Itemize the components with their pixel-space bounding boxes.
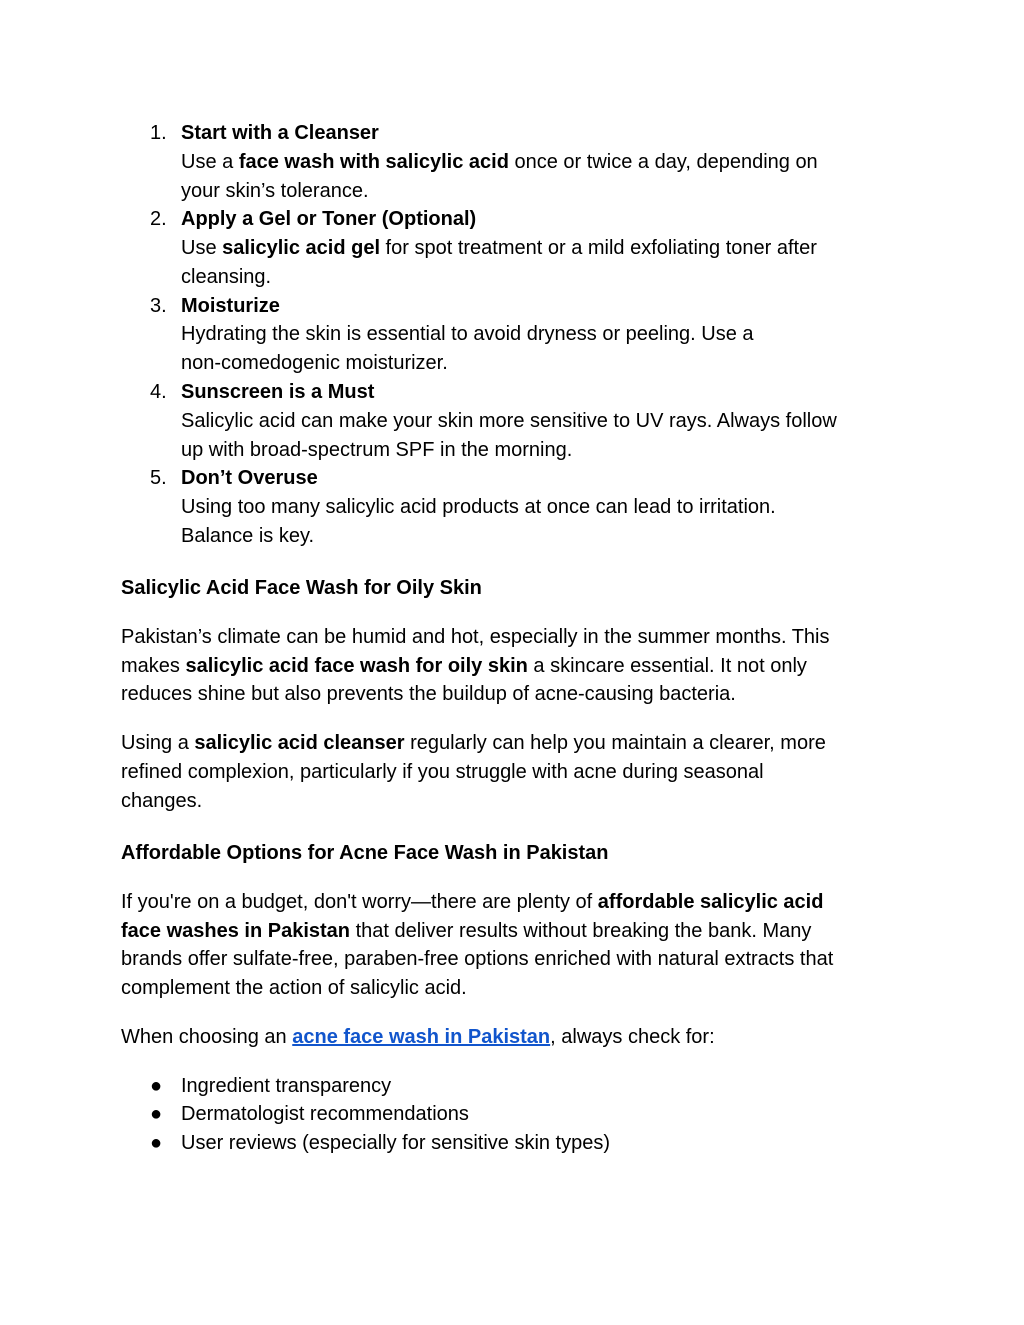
step-text: Salicylic acid can make your skin more sensitive to UV rays. Always follow [181, 410, 837, 432]
paragraph-line: If you're on a budget, don't worry—there are plenty of affordable salicylic acid [121, 891, 824, 913]
step-text: non-comedogenic moisturizer. [181, 352, 448, 374]
bullet-icon: ● [150, 1103, 163, 1125]
bullet-icon: ● [150, 1132, 163, 1154]
list-number: 4. [150, 381, 167, 403]
step-text: cleansing. [181, 266, 272, 288]
step-title: Moisturize [181, 295, 280, 317]
paragraph-line: changes. [121, 790, 203, 812]
paragraph-line: face washes in Pakistan that deliver results without breaking the bank. Many [121, 920, 812, 942]
paragraph-choosing: When choosing an acne face wash in Pakistan, always check for: [121, 1026, 715, 1048]
step-title: Sunscreen is a Must [181, 381, 375, 403]
paragraph-line: brands offer sulfate-free, paraben-free options enriched with natural extracts that [121, 948, 834, 970]
step-text: Balance is key. [181, 525, 315, 547]
paragraph-line: refined complexion, particularly if you struggle with acne during seasonal [121, 761, 764, 783]
section-heading-affordable-options: Affordable Options for Acne Face Wash in Pakistan [121, 842, 609, 864]
section-heading-oily-skin: Salicylic Acid Face Wash for Oily Skin [121, 577, 482, 599]
bullet-icon: ● [150, 1075, 163, 1097]
step-text: Hydrating the skin is essential to avoid dryness or peeling. Use a [181, 323, 754, 345]
list-number: 3. [150, 295, 167, 317]
step-text: Use a face wash with salicylic acid once or twice a day, depending on [181, 151, 818, 173]
step-title: Don’t Overuse [181, 467, 318, 489]
paragraph-line: complement the action of salicylic acid. [121, 977, 467, 999]
step-title: Apply a Gel or Toner (Optional) [181, 208, 477, 230]
step-text: up with broad-spectrum SPF in the morning. [181, 439, 573, 461]
list-number: 2. [150, 208, 167, 230]
paragraph-line: reduces shine but also prevents the buildup of acne-causing bacteria. [121, 683, 736, 705]
step-text: your skin’s tolerance. [181, 180, 369, 202]
bullet-text: User reviews (especially for sensitive skin types) [181, 1132, 611, 1154]
paragraph-line: Using a salicylic acid cleanser regularly can help you maintain a clearer, more [121, 732, 826, 754]
list-number: 5. [150, 467, 167, 489]
bullet-text: Dermatologist recommendations [181, 1103, 469, 1125]
paragraph-line: makes salicylic acid face wash for oily skin a skincare essential. It not only [121, 655, 807, 677]
step-text: Using too many salicylic acid products at once can lead to irritation. [181, 496, 776, 518]
acne-face-wash-link[interactable]: acne face wash in Pakistan [292, 1026, 551, 1048]
step-title: Start with a Cleanser [181, 122, 379, 144]
bullet-text: Ingredient transparency [181, 1075, 392, 1097]
list-number: 1. [150, 122, 167, 144]
paragraph-line: Pakistan’s climate can be humid and hot, especially in the summer months. This [121, 626, 830, 648]
step-text: Use salicylic acid gel for spot treatment or a mild exfoliating toner after [181, 237, 817, 259]
